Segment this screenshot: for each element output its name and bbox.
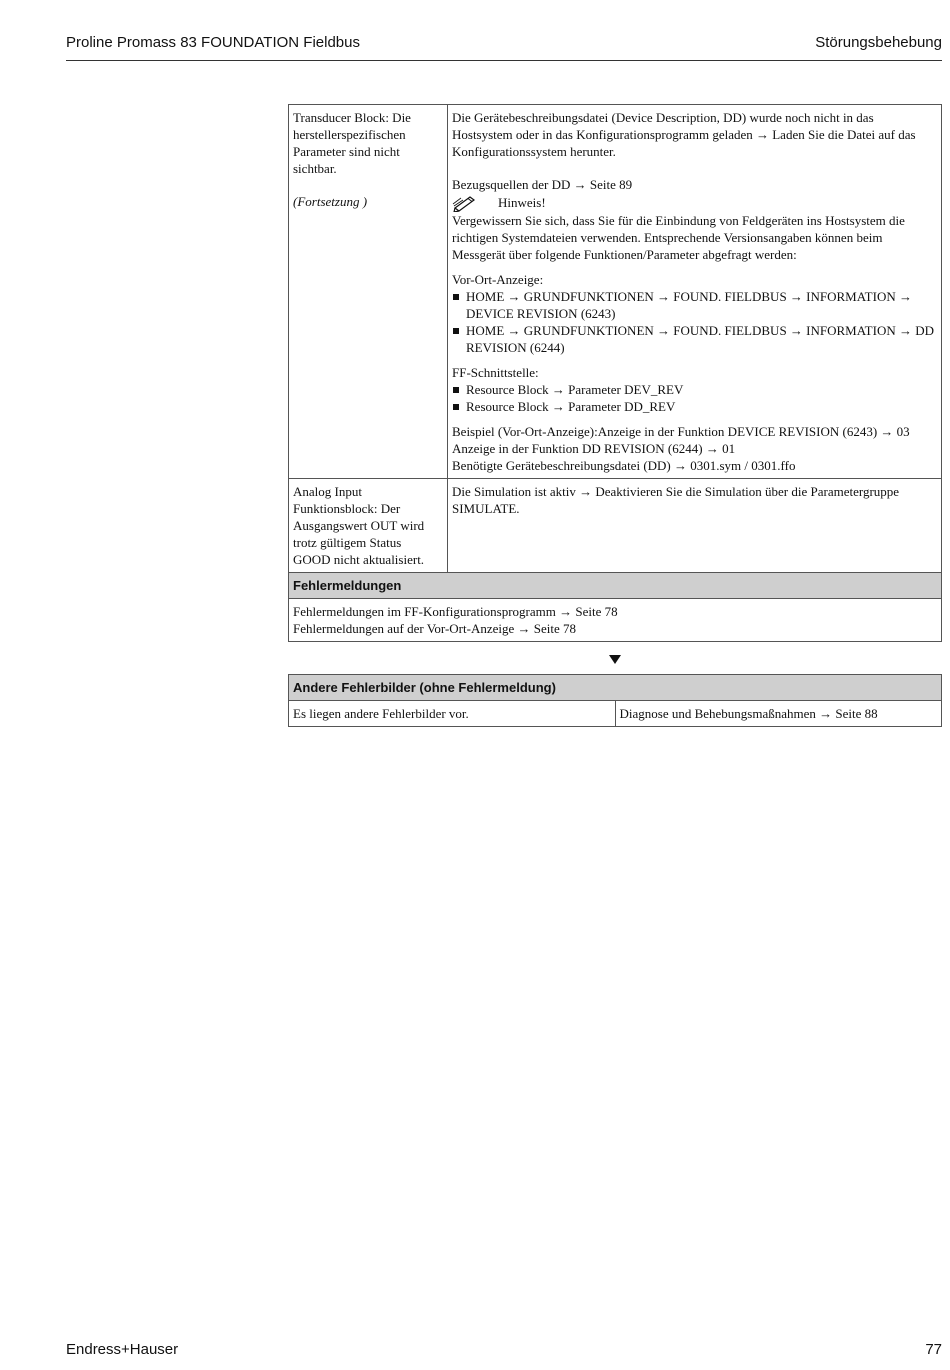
other-errors-table — [288, 674, 942, 727]
local-display-label: Vor-Ort-Anzeige: — [452, 272, 544, 287]
dd-source-reference: Bezugsquellen der DD → Seite 89 — [452, 177, 633, 192]
page-number: 77 — [925, 1341, 942, 1358]
table-row — [289, 479, 942, 573]
section-header: Fehlermeldungen — [289, 573, 942, 599]
remedy-paragraph: Die Gerätebeschreibungsdatei (Device Description, DD) wurde noch nicht in das Hostsystem oder in das Konfigurationsprogramm geladen → Laden Sie die Datei auf das Konfigurationssystem herunter. — [452, 110, 916, 159]
company-name: Endress+Hauser — [66, 1341, 179, 1358]
page-header — [66, 30, 942, 61]
error-messages-cell — [289, 599, 942, 642]
symptom-cell — [289, 701, 616, 727]
note-text: Vergewissern Sie sich, dass Sie für die Einbindung von Feldgeräten ins Hostsystem die richtigen Systemdateien verwenden. Entsprechende Versionsangaben können beim Messgerät über folgende Funktionen/Parameter abgefragt werden: — [452, 213, 905, 262]
header-title: Proline Promass 83 FOUNDATION Fieldbus — [66, 34, 360, 51]
example-line: Benötigte Gerätebeschreibungsdatei (DD) → 0301.sym / 0301.ffo — [452, 458, 796, 473]
example-line: Anzeige in der Funktion DD REVISION (6244) → 01 — [452, 441, 736, 456]
symptom-text: Analog Input Funktionsblock: Der Ausgangswert OUT wird trotz gültigem Status GOOD nicht aktualisiert. — [293, 484, 425, 567]
continuation-label: (Fortsetzung ) — [293, 194, 368, 209]
pencil-icon — [452, 194, 478, 212]
local-display-list — [452, 288, 936, 356]
symptom-text: Transducer Block: Die herstellerspezifischen Parameter sind nicht sichtbar. — [293, 110, 411, 176]
remedy-cell — [615, 701, 942, 727]
note-heading — [452, 193, 936, 212]
ff-interface-label: FF-Schnittstelle: — [452, 365, 539, 380]
list-item: Resource Block → Parameter DD_REV — [452, 398, 936, 415]
troubleshooting-table — [288, 104, 942, 642]
symptom-text: Es liegen andere Fehlerbilder vor. — [293, 706, 469, 721]
section-header-row — [289, 675, 942, 701]
error-message-link: Fehlermeldungen im FF-Konfigurationsprogramm → Seite 78 — [293, 604, 618, 619]
section-header: Andere Fehlerbilder (ohne Fehlermeldung) — [289, 675, 942, 701]
remedy-cell — [448, 479, 942, 573]
triangle-down-icon — [609, 655, 621, 664]
list-item: HOME → GRUNDFUNKTIONEN → FOUND. FIELDBUS → INFORMATION → DEVICE REVISION (6243) — [452, 288, 936, 322]
ff-interface-list — [452, 381, 936, 415]
section-header-row — [289, 573, 942, 599]
remedy-cell — [448, 105, 942, 479]
list-item: Resource Block → Parameter DEV_REV — [452, 381, 936, 398]
example-line: Beispiel (Vor-Ort-Anzeige):Anzeige in der Funktion DEVICE REVISION (6243) → 03 — [452, 424, 910, 439]
table-row — [289, 599, 942, 642]
header-section: Störungsbehebung — [815, 34, 942, 51]
note-title: Hinweis! — [498, 195, 546, 210]
symptom-cell — [289, 105, 448, 479]
remedy-text: Die Simulation ist aktiv → Deaktivieren Sie die Simulation über die Parametergruppe SIMULATE. — [452, 484, 900, 516]
remedy-text: Diagnose und Behebungsmaßnahmen → Seite 88 — [619, 706, 878, 721]
table-row — [289, 701, 942, 727]
list-item: HOME → GRUNDFUNKTIONEN → FOUND. FIELDBUS → INFORMATION → DD REVISION (6244) — [452, 322, 936, 356]
error-message-link: Fehlermeldungen auf der Vor-Ort-Anzeige → Seite 78 — [293, 621, 577, 636]
table-row — [289, 105, 942, 479]
symptom-cell — [289, 479, 448, 573]
